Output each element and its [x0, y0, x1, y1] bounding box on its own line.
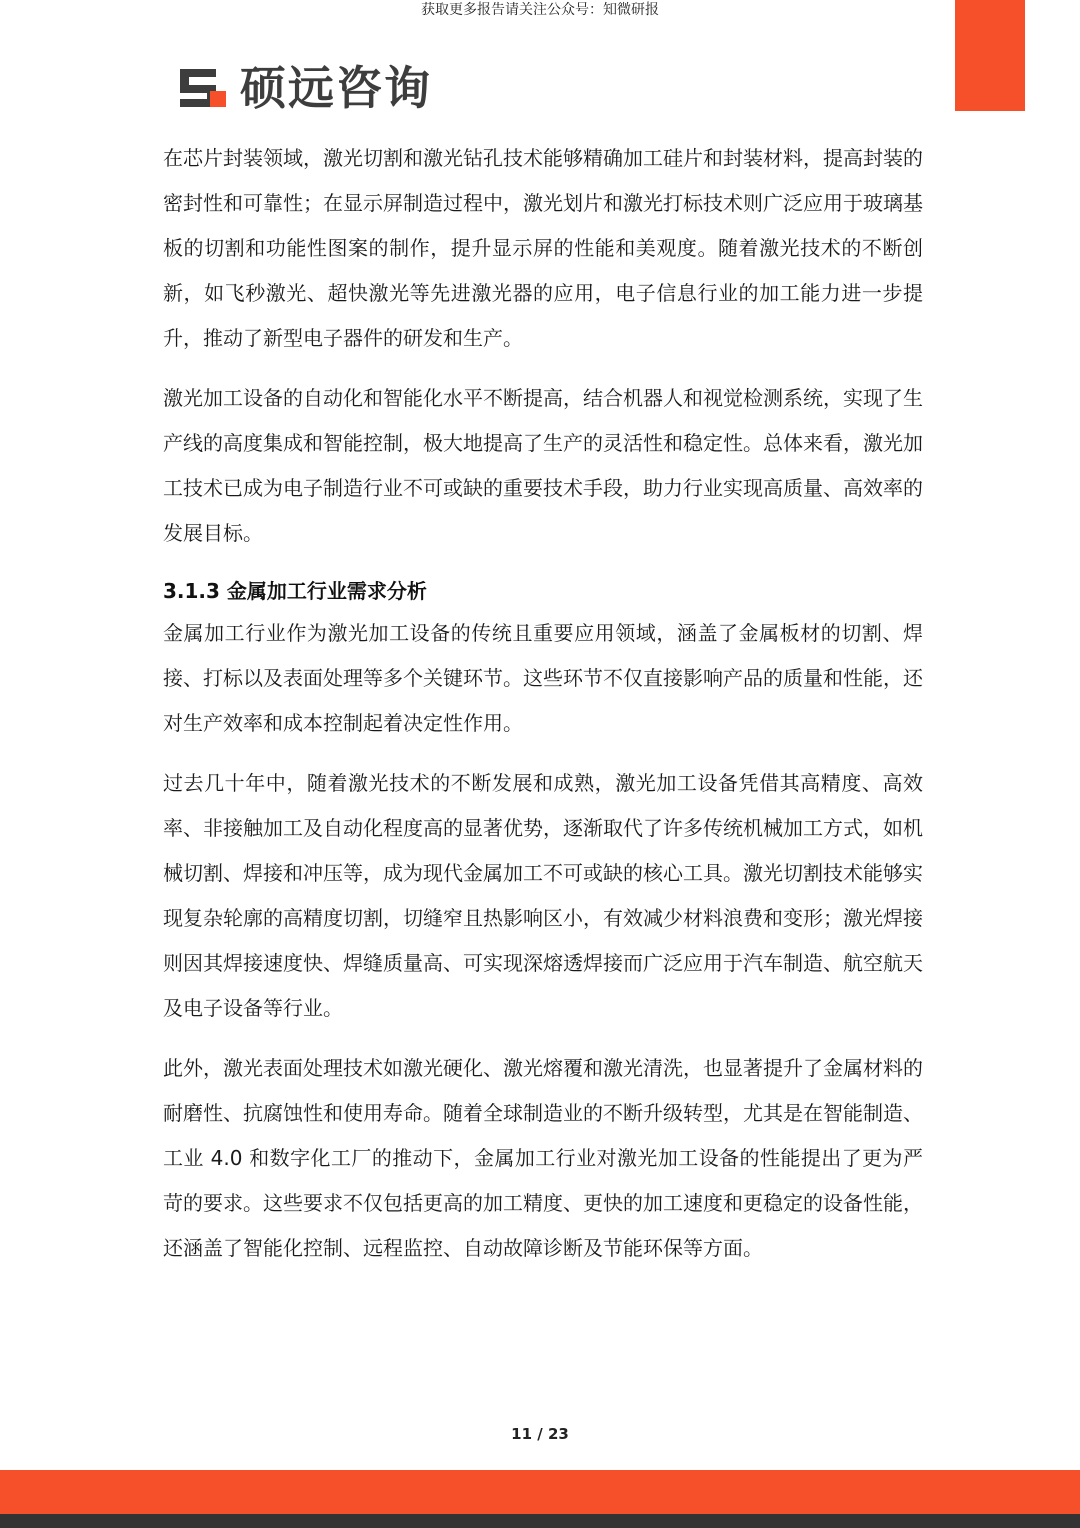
body-paragraph: 过去几十年中，随着激光技术的不断发展和成熟，激光加工设备凭借其高精度、高效率、非接触加工及自动化程度高的显著优势，逐渐取代了许多传统机械加工方式，如机械切割、焊接和冲压等，成为现代金属加工不可或缺的核心工具。激光切割技术能够实现复杂轮廓的高精度切割，切缝窄且热影响区小，有效减少材料浪费和变形；激光焊接则因其焊接速度快、焊缝质量高、可实现深熔透焊接而广泛应用于汽车制造、航空航天及电子设备等行业。	[163, 771, 923, 1020]
body-paragraph: 在芯片封装领域，激光切割和激光钻孔技术能够精确加工硅片和封装材料，提高封装的密封性和可靠性；在显示屏制造过程中，激光划片和激光打标技术则广泛应用于玻璃基板的切割和功能性图案的制作，提升显示屏的性能和美观度。随着激光技术的不断创新，如飞秒激光、超快激光等先进激光器的应用，电子信息行业的加工能力进一步提升，推动了新型电子器件的研发和生产。	[163, 146, 923, 350]
section-heading: 3.1.3 金属加工行业需求分析	[163, 579, 427, 603]
body-paragraph: 此外，激光表面处理技术如激光硬化、激光熔覆和激光清洗，也显著提升了金属材料的耐磨性、抗腐蚀性和使用寿命。随着全球制造业的不断升级转型，尤其是在智能制造、工业 4.0 和数字化工厂的推动下，金属加工行业对激光加工设备的性能提出了更为严苛的要求。这些要求不仅包括更高的加工精度、更快的加工速度和更稳定的设备性能，还涵盖了智能化控制、远程监控、自动故障诊断及节能环保等方面。	[163, 1056, 923, 1260]
page-number: 11 / 23	[511, 1425, 569, 1443]
body-paragraph: 金属加工行业作为激光加工设备的传统且重要应用领域，涵盖了金属板材的切割、焊接、打标以及表面处理等多个关键环节。这些环节不仅直接影响产品的质量和性能，还对生产效率和成本控制起着决定性作用。	[163, 621, 923, 735]
footer-accent-bar	[0, 1470, 1080, 1514]
top-banner: 获取更多报告请关注公众号：知微研报	[421, 2, 659, 18]
corner-accent-block	[955, 0, 1025, 111]
body-paragraph: 激光加工设备的自动化和智能化水平不断提高，结合机器人和视觉检测系统，实现了生产线的高度集成和智能控制，极大地提高了生产的灵活性和稳定性。总体来看，激光加工技术已成为电子制造行业不可或缺的重要技术手段，助力行业实现高质量、高效率的发展目标。	[163, 386, 923, 545]
document-body	[163, 136, 923, 1286]
logo-mark-icon	[176, 65, 230, 111]
logo-text: 硕远咨询	[240, 61, 432, 115]
company-logo	[176, 58, 432, 118]
footer-dark-line	[0, 1514, 1080, 1528]
